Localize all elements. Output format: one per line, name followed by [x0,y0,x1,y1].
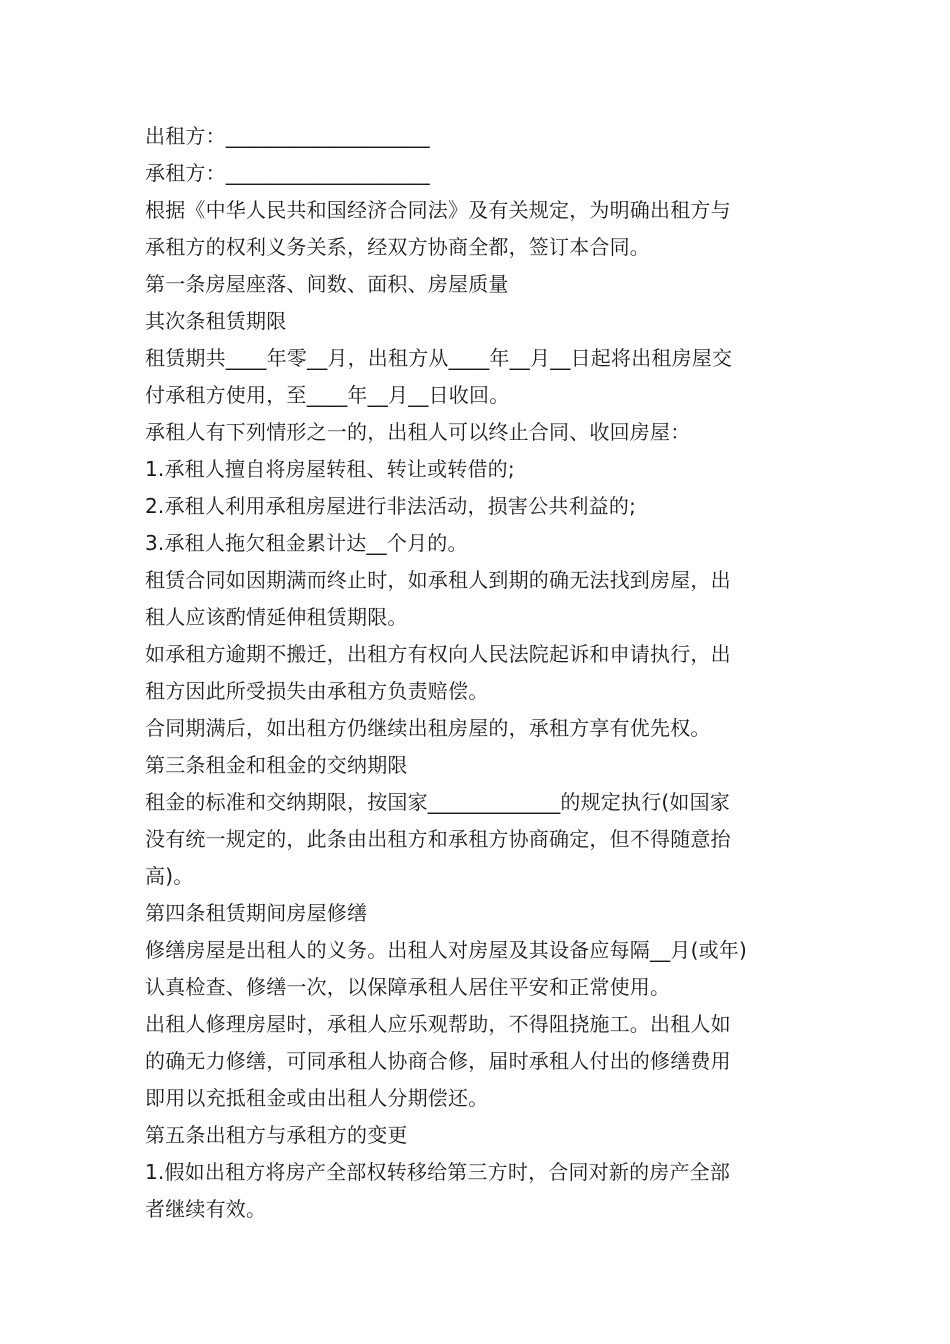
rent-paragraph-line-1: 租金的标准和交纳期限，按国家_____________的规定执行(如国家 [145,790,731,814]
overdue-paragraph-line-1: 如承租方逾期不搬迁，出租方有权向人民法院起诉和申请执行，出 [145,642,731,666]
termination-item-2: 2.承租人利用承租房屋进行非法活动，损害公共利益的; [145,494,637,518]
rent-paragraph-line-2: 没有统一规定的，此条由出租方和承租方协商确定，但不得随意抬 [145,827,731,851]
expiry-paragraph-line-1: 租赁合同如因期满而终止时，如承租人到期的确无法找到房屋，出 [145,568,731,592]
change-item-1-line-1: 1.假如出租方将房产全部权转移给第三方时，合同对新的房产全部 [145,1160,731,1184]
lessor-line: 出租方：____________________ [145,124,430,148]
lease-term-line-1: 租赁期共____年零__月，出租方从____年__月__日起将出租房屋交 [145,346,733,370]
expiry-paragraph-line-2: 租人应该酌情延伸租赁期限。 [145,605,408,629]
lease-term-line-2: 付承租方使用，至____年__月__日收回。 [145,383,510,407]
article-5-heading: 第五条出租方与承租方的变更 [145,1123,408,1147]
preamble-line-2: 承租方的权利义务关系，经双方协商全都，签订本合同。 [145,235,650,259]
article-3-heading: 第三条租金和租金的交纳期限 [145,753,408,777]
article-4-heading: 第四条租赁期间房屋修缮 [145,901,368,925]
rent-paragraph-line-3: 高)。 [145,864,194,888]
termination-item-1: 1.承租人擅自将房屋转租、转让或转借的; [145,457,515,481]
overdue-paragraph-line-2: 租方因此所受损失由承租方负责赔偿。 [145,679,489,703]
termination-intro: 承租人有下列情形之一的，出租人可以终止合同、收回房屋： [145,420,691,444]
priority-right-line: 合同期满后，如出租方仍继续出租房屋的，承租方享有优先权。 [145,716,711,740]
repair-cooperation-line-3: 即用以充抵租金或由出租人分期偿还。 [145,1086,489,1110]
repair-paragraph-line-1: 修缮房屋是出租人的义务。出租人对房屋及其设备应每隔__月(或年) [145,938,748,962]
change-item-1-line-2: 者继续有效。 [145,1197,267,1221]
repair-cooperation-line-2: 的确无力修缮，可同承租人协商合修，届时承租人付出的修缮费用 [145,1049,731,1073]
article-1-heading: 第一条房屋座落、间数、面积、房屋质量 [145,272,509,296]
document-body [145,118,810,1228]
article-2-heading: 其次条租赁期限 [145,309,287,333]
repair-cooperation-line-1: 出租人修理房屋时，承租人应乐观帮助，不得阻挠施工。出租人如 [145,1012,731,1036]
preamble-line-1: 根据《中华人民共和国经济合同法》及有关规定，为明确出租方与 [145,198,731,222]
repair-paragraph-line-2: 认真检查、修缮一次，以保障承租人居住平安和正常使用。 [145,975,671,999]
lessee-line: 承租方：____________________ [145,161,430,185]
termination-item-3: 3.承租人拖欠租金累计达__个月的。 [145,531,468,555]
